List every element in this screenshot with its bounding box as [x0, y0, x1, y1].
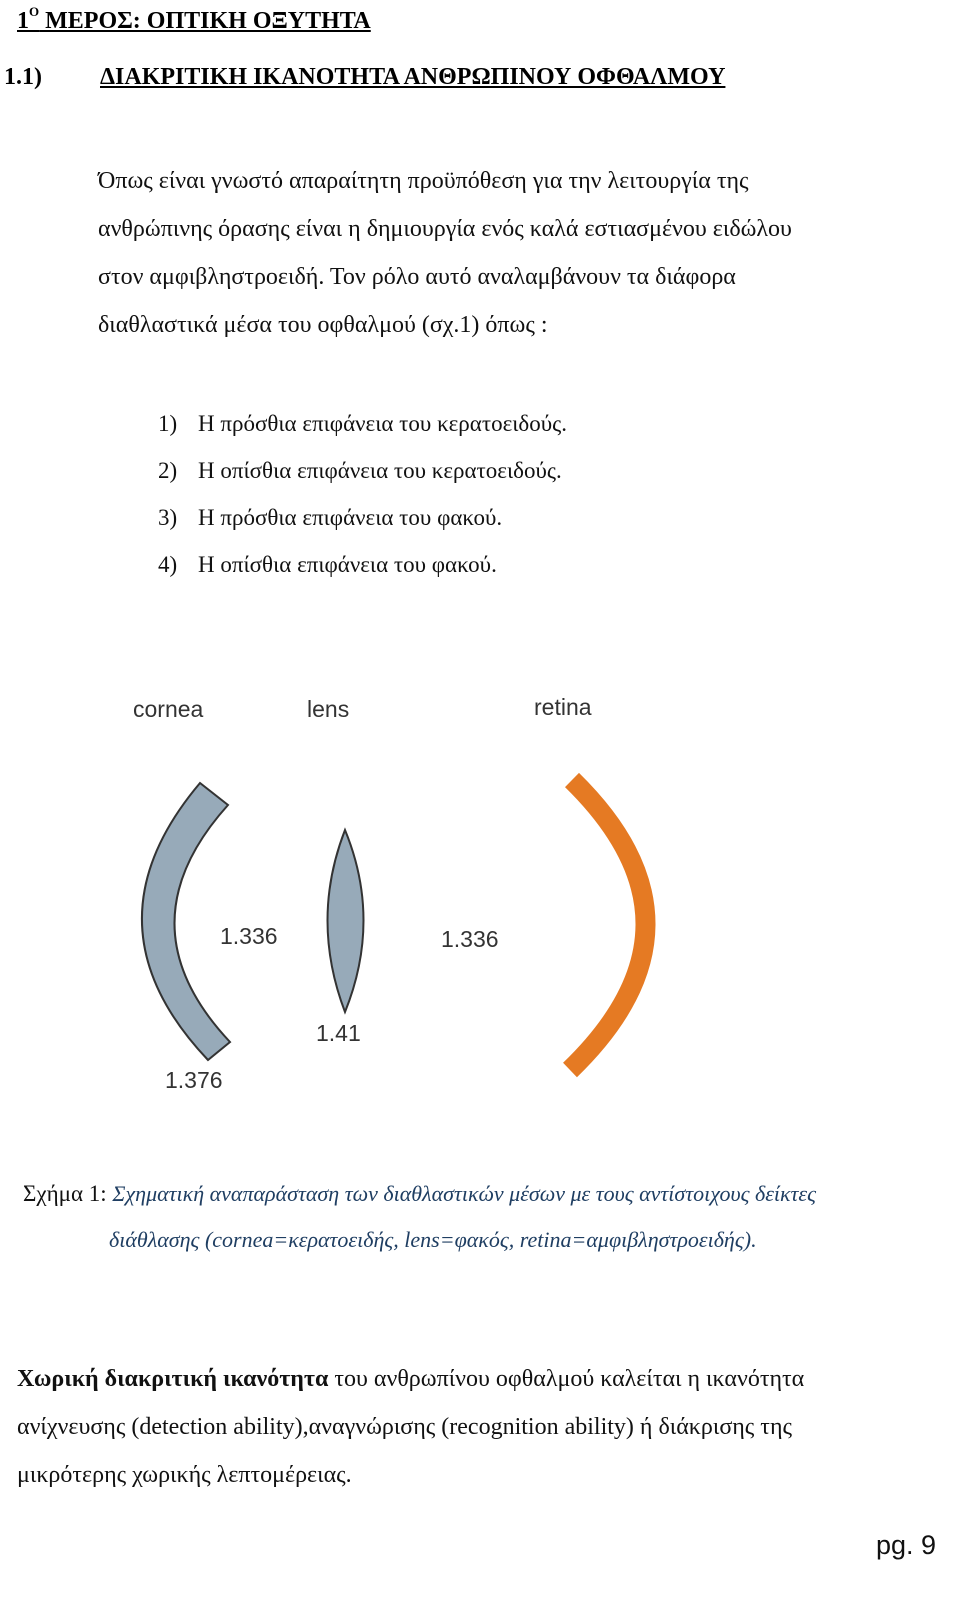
list-item-text: Η πρόσθια επιφάνεια του κερατοειδούς. — [198, 411, 568, 436]
list-item-text: Η οπίσθια επιφάνεια του φακού. — [198, 552, 497, 577]
body-paragraph — [17, 1355, 804, 1499]
list-item — [158, 541, 567, 588]
body-line-3: μικρότερης χωρικής λεπτομέρειας. — [17, 1462, 352, 1488]
retina-shape — [570, 780, 646, 1070]
list-item-number: 4) — [158, 552, 178, 577]
section-number: 1 — [17, 8, 29, 34]
section-title: ΜΕΡΟΣ: ΟΠΤΙΚΗ ΟΞΥΤΗΤΑ — [39, 8, 371, 34]
list-item-text: Η οπίσθια επιφάνεια του κερατοειδούς. — [198, 458, 562, 483]
section-heading — [17, 4, 371, 35]
body-line-1: του ανθρωπίνου οφθαλμού καλείται η ικανότητα — [328, 1366, 805, 1392]
list-item — [158, 447, 567, 494]
caption-line-1: Σχηματική αναπαράσταση των διαθλαστικών μέσων με τους αντίστοιχους δείκτες — [112, 1181, 817, 1206]
caption-lead: Σχήμα 1: — [23, 1181, 113, 1206]
page-number: pg. 9 — [876, 1530, 937, 1560]
subsection-number: 1.1) — [4, 64, 42, 90]
figure-caption — [23, 1171, 816, 1263]
intro-paragraph — [98, 157, 792, 349]
list-item-number: 1) — [158, 411, 178, 436]
body-bold-term: Χωρική διακριτική ικανότητα — [17, 1366, 329, 1392]
index-vitreous: 1.336 — [441, 926, 499, 952]
index-cornea: 1.376 — [165, 1067, 223, 1093]
body-line-2: ανίχνευσης (detection ability),αναγνώρισης (recognition ability) ή διάκρισης της — [17, 1414, 793, 1440]
intro-line: στον αμφιβληστροειδή. Τον ρόλο αυτό αναλαμβάνουν τα διάφορα — [98, 264, 736, 290]
intro-line: διαθλαστικά μέσα του οφθαλμού (σχ.1) όπως : — [98, 312, 548, 338]
subsection-title: ΔΙΑΚΡΙΤΙΚΗ ΙΚΑΝΟΤΗΤΑ ΑΝΘΡΩΠΙΝΟΥ ΟΦΘΑΛΜΟΥ — [100, 64, 726, 90]
list-item-number: 2) — [158, 458, 178, 483]
retina-label: retina — [534, 694, 592, 720]
cornea-shape — [142, 783, 230, 1060]
intro-line: ανθρώπινης όρασης είναι η δημιουργία ενός καλά εστιασμένου ειδώλου — [98, 216, 792, 242]
intro-line: Όπως είναι γνωστό απαραίτητη προϋπόθεση για την λειτουργία της — [98, 168, 749, 194]
index-aqueous: 1.336 — [220, 923, 278, 949]
caption-line-2: διάθλασης (cornea=κερατοειδής, lens=φακός, retina=αμφιβληστροειδής). — [109, 1227, 757, 1252]
section-superscript: Ο — [29, 4, 40, 19]
list-item — [158, 494, 567, 541]
cornea-label: cornea — [133, 696, 204, 722]
list-item-text: Η πρόσθια επιφάνεια του φακού. — [198, 505, 503, 530]
lens-label: lens — [307, 696, 350, 722]
surfaces-list — [158, 400, 567, 588]
eye-optics-diagram — [0, 680, 960, 1120]
index-lens: 1.41 — [316, 1020, 361, 1046]
list-item-number: 3) — [158, 505, 178, 530]
list-item — [158, 400, 567, 447]
lens-shape — [328, 830, 364, 1012]
figure-1 — [0, 680, 960, 1120]
